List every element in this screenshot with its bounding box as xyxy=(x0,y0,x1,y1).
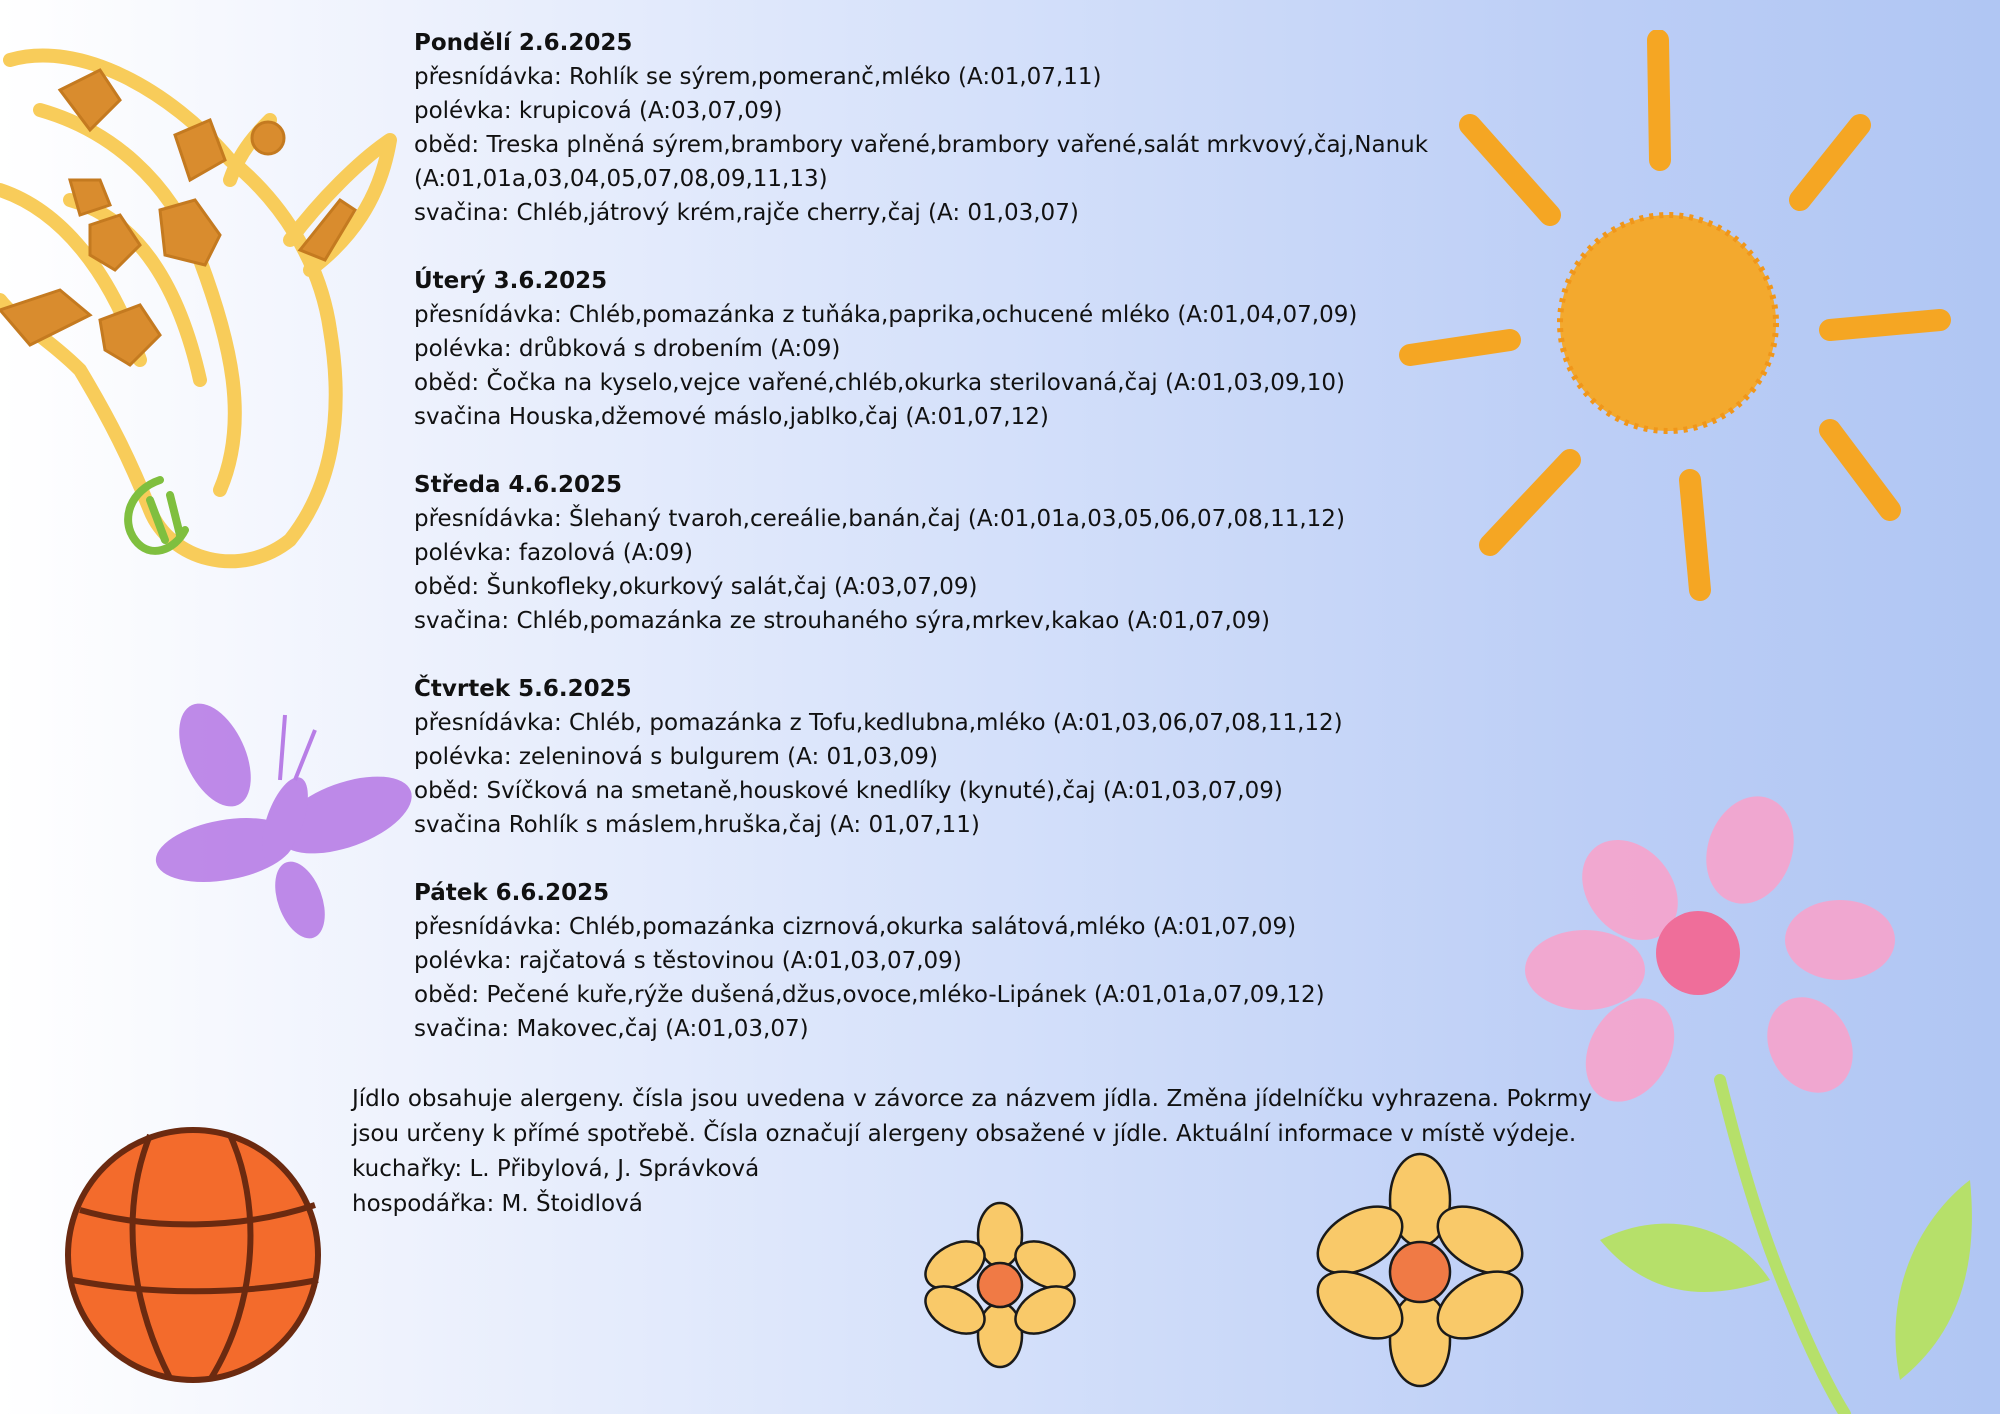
meal-label: polévka: xyxy=(414,98,512,124)
meal-soup xyxy=(414,536,1594,570)
meal-label: přesnídávka: xyxy=(414,710,562,736)
meal-snack-am xyxy=(414,298,1594,332)
meal-text: Chléb,pomazánka ze strouhaného sýra,mrkev,kakao (A:01,07,09) xyxy=(516,608,1271,634)
day-title: Pátek 6.6.2025 xyxy=(414,880,610,906)
meal-text: Makovec,čaj (A:01,03,07) xyxy=(516,1016,809,1042)
meal-text: Treska plněná sýrem,brambory vařené,brambory vařené,salát mrkvový,čaj,Nanuk (A:01,01a,03,04,05,07,08,09,11,13) xyxy=(414,132,1429,192)
meal-text: Šunkofleky,okurkový salát,čaj (A:03,07,09) xyxy=(486,574,978,600)
meal-label: svačina: xyxy=(414,200,510,226)
meal-text: Rohlík se sýrem,pomeranč,mléko (A:01,07,11) xyxy=(569,64,1102,90)
meal-text: Šlehaný tvaroh,cereálie,banán,čaj (A:01,01a,03,05,06,07,08,11,12) xyxy=(569,506,1345,532)
meal-text: Rohlík s máslem,hruška,čaj (A: 01,07,11) xyxy=(508,812,980,838)
meal-label: oběd: xyxy=(414,778,480,804)
meal-snack-pm xyxy=(414,400,1594,434)
meal-label: polévka: xyxy=(414,744,512,770)
meal-label: svačina: xyxy=(414,608,510,634)
meal-label: oběd: xyxy=(414,574,480,600)
meal-label: svačina xyxy=(414,812,502,838)
meal-snack-pm xyxy=(414,604,1594,638)
manager-line: hospodářka: M. Štoidlová xyxy=(352,1191,643,1217)
meal-soup xyxy=(414,332,1594,366)
meal-text: drůbková s drobením (A:09) xyxy=(518,336,841,362)
meal-soup xyxy=(414,944,1594,978)
cooks-line: kuchařky: L. Přibylová, J. Správková xyxy=(352,1156,760,1182)
meal-label: přesnídávka: xyxy=(414,302,562,328)
meal-label: oběd: xyxy=(414,370,480,396)
day-tuesday xyxy=(414,264,1594,434)
daisy-small-drawing xyxy=(920,1200,1080,1370)
meal-text: Pečené kuře,rýže dušená,džus,ovoce,mléko-Lipánek (A:01,01a,07,09,12) xyxy=(486,982,1325,1008)
meal-snack-am xyxy=(414,706,1594,740)
day-title: Úterý 3.6.2025 xyxy=(414,268,608,294)
meal-label: přesnídávka: xyxy=(414,64,562,90)
meal-text: fazolová (A:09) xyxy=(518,540,694,566)
allergen-note: Jídlo obsahuje alergeny. čísla jsou uvedena v závorce za názvem jídla. Změna jídelníčku vyhrazena. Pokrmy jsou určeny k přímé spotřebě. Čísla označují alergeny obsažené v jídle. Aktuální informace v místě výdeje. xyxy=(352,1086,1592,1147)
meal-snack-pm xyxy=(414,1012,1594,1046)
meal-lunch xyxy=(414,128,1474,196)
weekly-menu xyxy=(414,26,1594,1080)
meal-snack-pm xyxy=(414,196,1594,230)
menu-footer xyxy=(352,1082,1592,1222)
ball-drawing xyxy=(60,1120,330,1390)
meal-text: Chléb, pomazánka z Tofu,kedlubna,mléko (A:01,03,06,07,08,11,12) xyxy=(569,710,1343,736)
meal-label: polévka: xyxy=(414,948,512,974)
day-friday xyxy=(414,876,1594,1046)
day-title: Středa 4.6.2025 xyxy=(414,472,622,498)
meal-soup xyxy=(414,94,1594,128)
meal-label: polévka: xyxy=(414,336,512,362)
meal-lunch xyxy=(414,570,1594,604)
meal-snack-am xyxy=(414,60,1594,94)
meal-lunch xyxy=(414,978,1594,1012)
meal-text: krupicová (A:03,07,09) xyxy=(518,98,783,124)
meal-text: Chléb,pomazánka cizrnová,okurka salátová,mléko (A:01,07,09) xyxy=(569,914,1297,940)
meal-text: Svíčková na smetaně,houskové knedlíky (kynuté),čaj (A:01,03,07,09) xyxy=(486,778,1283,804)
day-wednesday xyxy=(414,468,1594,638)
meal-soup xyxy=(414,740,1594,774)
meal-text: rajčatová s těstovinou (A:01,03,07,09) xyxy=(518,948,962,974)
day-monday xyxy=(414,26,1594,230)
meal-label: svačina: xyxy=(414,1016,510,1042)
meal-label: oběd: xyxy=(414,132,480,158)
meal-label: oběd: xyxy=(414,982,480,1008)
meal-text: Čočka na kyselo,vejce vařené,chléb,okurka sterilovaná,čaj (A:01,03,09,10) xyxy=(486,370,1346,396)
meal-snack-am xyxy=(414,910,1594,944)
meal-snack-am xyxy=(414,502,1594,536)
meal-text: Chléb,játrový krém,rajče cherry,čaj (A: 01,03,07) xyxy=(516,200,1079,226)
meal-lunch xyxy=(414,774,1594,808)
meal-lunch xyxy=(414,366,1594,400)
meal-label: polévka: xyxy=(414,540,512,566)
meal-text: zeleninová s bulgurem (A: 01,03,09) xyxy=(518,744,938,770)
meal-label: přesnídávka: xyxy=(414,914,562,940)
day-title: Čtvrtek 5.6.2025 xyxy=(414,676,632,702)
meal-label: přesnídávka: xyxy=(414,506,562,532)
meal-snack-pm xyxy=(414,808,1594,842)
butterfly-drawing xyxy=(130,700,420,940)
day-title: Pondělí 2.6.2025 xyxy=(414,30,633,56)
day-thursday xyxy=(414,672,1594,842)
giraffe-drawing xyxy=(0,40,400,600)
meal-text: Chléb,pomazánka z tuňáka,paprika,ochucené mléko (A:01,04,07,09) xyxy=(569,302,1358,328)
meal-text: Houska,džemové máslo,jablko,čaj (A:01,07,12) xyxy=(508,404,1049,430)
meal-label: svačina xyxy=(414,404,502,430)
